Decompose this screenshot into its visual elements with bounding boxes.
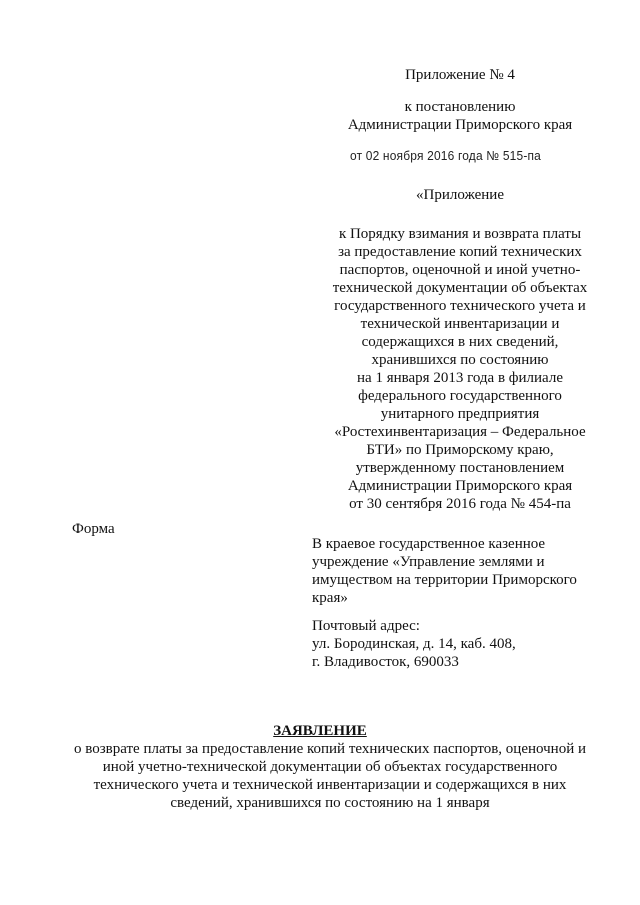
address-label: Почтовый адрес: [312,618,420,634]
statement-subtitle [40,740,620,812]
appendix-ref-line: технической инвентаризации и [360,316,560,332]
appendix-ref-line: от 30 сентября 2016 года № 454-па [349,496,571,512]
appendix-ref-line: федерального государственного [358,388,562,404]
appendix-ref-line: за предоставление копий технических [338,244,582,260]
address-city: г. Владивосток, 690033 [312,654,459,670]
statement-title: ЗАЯВЛЕНИЕ [273,723,367,739]
appendix-ref-line: на 1 января 2013 года в филиале [357,370,563,386]
appendix-ref-line: «Ростехинвентаризация – Федеральное [334,424,586,440]
recipient-line: края» [312,590,348,606]
appendix-ref-line: БТИ» по Приморскому краю, [366,442,554,458]
appendix-ref-line: хранившихся по состоянию [371,352,549,368]
appendix-ref-line: унитарного предприятия [380,406,540,422]
appendix-ref-line: к Порядку взимания и возврата платы [338,226,582,242]
appendix-ref-line: Администрации Приморского края [347,478,573,494]
resolution-date-stamp: от 02 ноября 2016 года № 515-па [350,148,542,163]
statement-line: сведений, хранившихся по состоянию на 1 января [170,795,490,811]
postal-address-block [312,617,612,671]
recipient-line: В краевое государственное казенное [312,536,546,552]
appendix-ref-line: содержащихся в них сведений, [361,334,559,350]
statement-line: технического учета и технической инвентаризации и содержащихся в них [93,777,567,793]
appendix-ref-line: технической документации об объектах [332,280,588,296]
appendix-ref-title-block [300,186,620,204]
appendix-ref-line: утвержденному постановлением [355,460,565,476]
appendix-ref-text [300,225,620,513]
appendix-ref-title: «Приложение [415,187,504,203]
statement-line: иной учетно-технической документации об объектах государственного [102,759,558,775]
resolution-reference [300,98,620,134]
appendix-ref-line: государственного технического учета и [334,298,586,314]
address-street: ул. Бородинская, д. 14, каб. 408, [312,636,516,652]
recipient-line: учреждение «Управление землями и [312,554,545,570]
recipient-block [312,535,612,607]
statement-line: о возврате платы за предоставление копий технических паспортов, оценочной и [73,741,587,757]
appendix-number: Приложение № 4 [405,67,515,83]
appendix-ref-line: паспортов, оценочной и иной учетно- [339,262,581,278]
resolution-line: Администрации Приморского края [347,117,573,133]
recipient-line: имуществом на территории Приморского [312,572,577,588]
resolution-line: к постановлению [404,99,516,115]
form-label: Форма [72,521,115,537]
